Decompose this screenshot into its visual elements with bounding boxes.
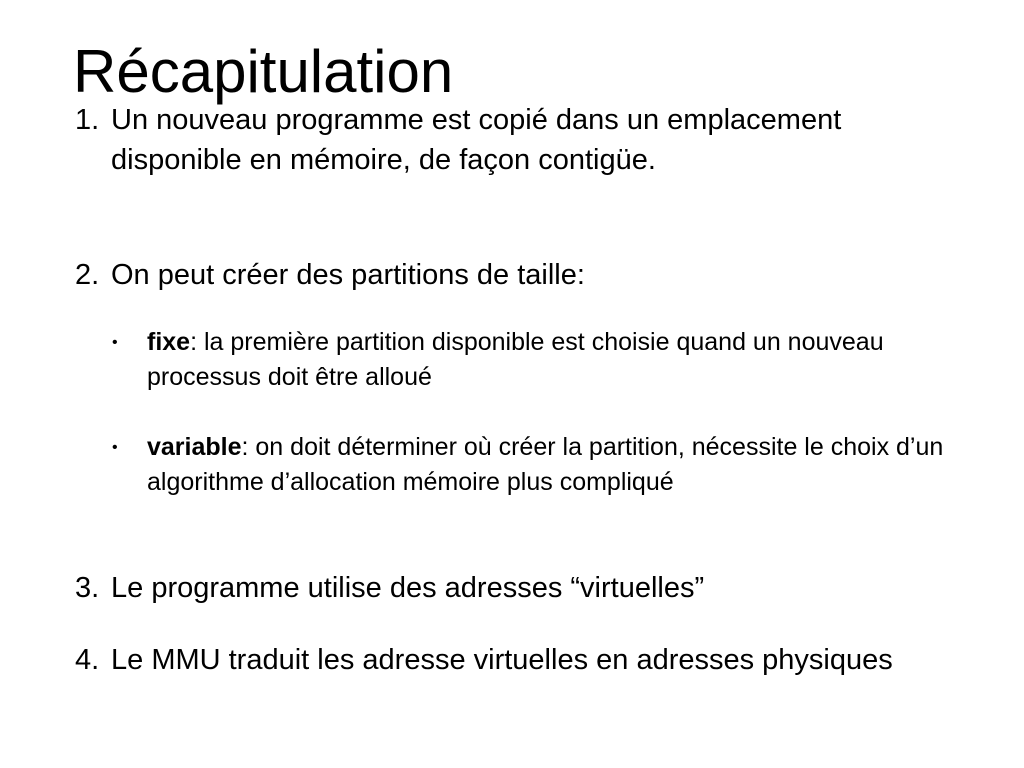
item-text: On peut créer des partitions de taille: [111, 259, 585, 291]
item-number: 1. [75, 104, 100, 136]
sub-item-text: : on doit déterminer où créer la partition, nécessite le choix d’un algorithme d’allocation mémoire plus compliqué [147, 433, 944, 496]
list-item [75, 568, 975, 608]
sub-item-term: variable [147, 433, 242, 461]
list-item [75, 255, 975, 295]
list-item [75, 100, 975, 180]
list-item [75, 640, 975, 680]
item-text: Le MMU traduit les adresse virtuelles en adresses physiques [111, 644, 893, 676]
bullet-icon: • [112, 439, 118, 456]
slide-title: Récapitulation [73, 38, 454, 105]
sub-item-text: : la première partition disponible est choisie quand un nouveau processus doit être alloué [147, 328, 884, 391]
sub-list-item [112, 325, 962, 395]
item-text: Le programme utilise des adresses “virtuelles” [111, 572, 705, 604]
item-number: 2. [75, 259, 100, 291]
sub-item-term: fixe [147, 328, 191, 356]
bullet-icon: • [112, 334, 118, 351]
item-number: 3. [75, 572, 100, 604]
sub-list-item [112, 430, 962, 500]
item-number: 4. [75, 644, 100, 676]
item-text: Un nouveau programme est copié dans un emplacement disponible en mémoire, de façon contigüe. [111, 104, 842, 176]
